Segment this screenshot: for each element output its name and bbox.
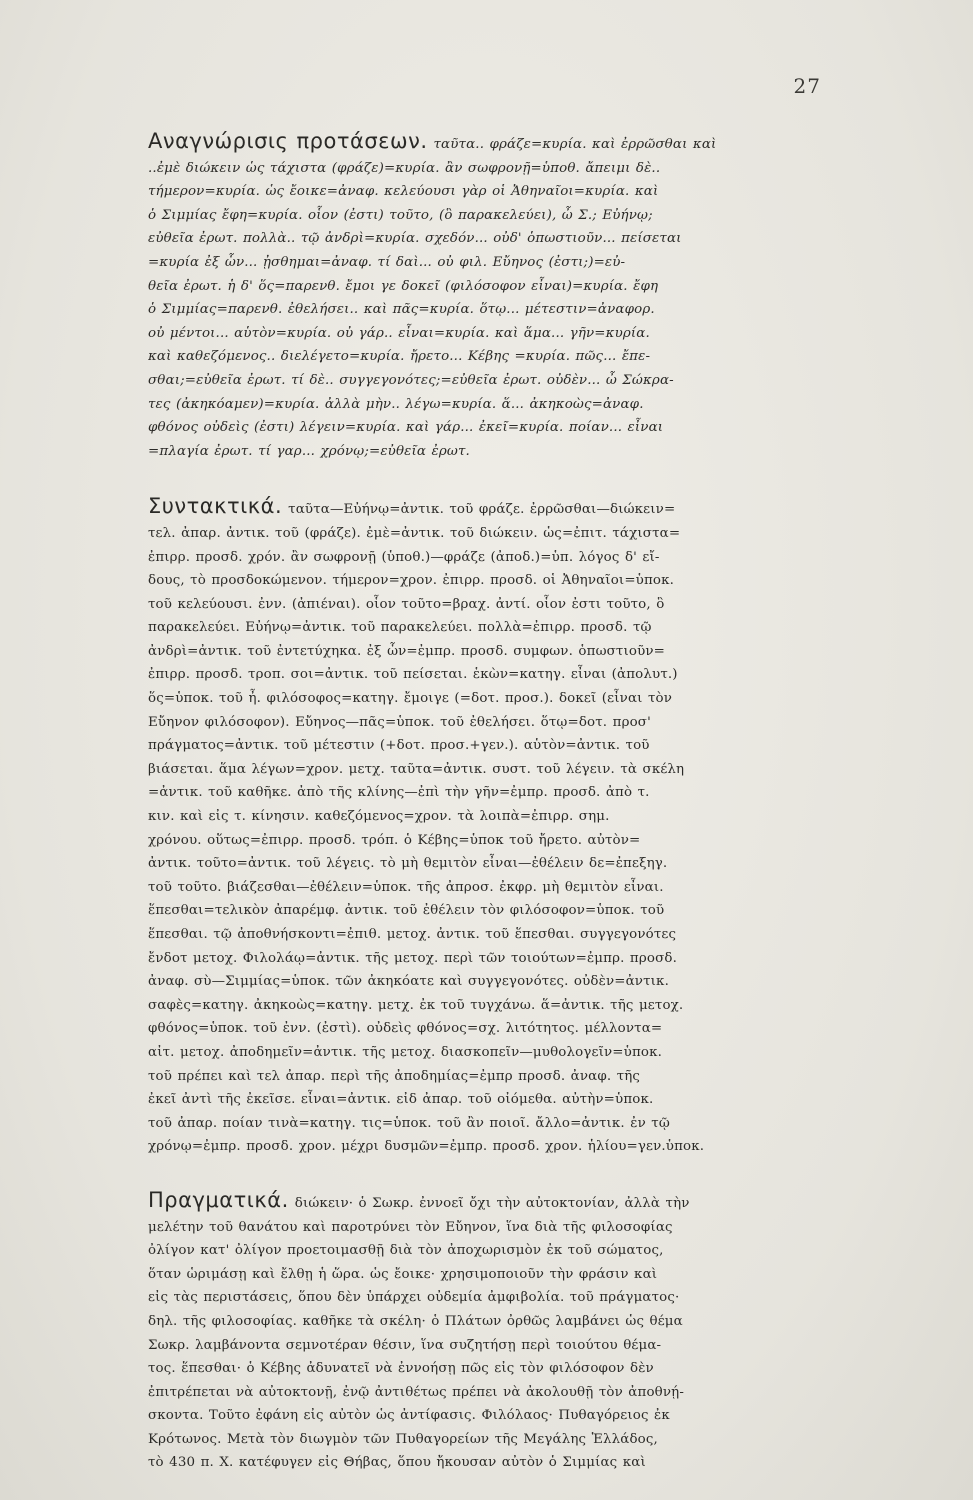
section-heading: Πραγματικά.: [148, 1188, 289, 1212]
text-line: τοῦ ἀπαρ. ποίαν τινὰ=κατηγ. τις=ὑποκ. τοῦ ἂν ποιοῖ. ἄλλο=ἀντικ. ἐν τῷ: [148, 1115, 670, 1131]
page-content: [148, 130, 852, 1475]
text-line: δηλ. τῆς φιλοσοφίας. καθῆκε τὰ σκέλη· ὁ Πλάτων ὀρθῶς λαμβάνει ὡς θέμα: [148, 1313, 683, 1329]
text-line: =πλαγία ἐρωτ. τί γαρ... χρόνῳ;=εὐθεῖα ἐρωτ.: [148, 443, 470, 459]
text-line: σθαι;=εὐθεῖα ἐρωτ. τί δὲ.. συγγεγονότες;=εὐθεῖα ἐρωτ. οὐδὲν... ὦ Σώκρα-: [148, 372, 674, 388]
text-line: ἐκεῖ ἀντὶ τῆς ἐκεῖσε. εἶναι=ἀντικ. εἰδ ἀπαρ. τοῦ οἰόμεθα. αὐτὴν=ὑποκ.: [148, 1092, 654, 1108]
text-line: ἐπιρρ. προσδ. τροπ. σοι=ἀντικ. τοῦ πείσεται. ἑκὼν=κατηγ. εἶναι (ἀπολυτ.): [148, 667, 678, 683]
text-line: ὁ Σιμμίας=παρενθ. ἐθελήσει.. καὶ πᾶς=κυρία. ὅτῳ... μέτεστιν=ἀναφορ.: [148, 302, 655, 318]
text-line: ἀντικ. τοῦτο=ἀντικ. τοῦ λέγεις. τὸ μὴ θεμιτὸν εἶναι—ἐθέλειν δε=ἐπεξηγ.: [148, 856, 668, 872]
text-line: τοῦ κελεύουσι. ἐνν. (ἀπιέναι). οἷον τοῦτο=βραχ. ἀντί. οἷον ἐστι τοῦτο, ὃ: [148, 596, 665, 612]
text-line: σκοντα. Τοῦτο ἐφάνη εἰς αὐτὸν ὡς ἀντίφασις. Φιλόλαος· Πυθαγόρειος ἐκ: [148, 1408, 670, 1424]
text-line: τες (ἀκηκόαμεν)=κυρία. ἀλλὰ μὴν.. λέγω=κυρία. ἅ... ἀκηκοὼς=ἀναφ.: [148, 396, 644, 412]
text-line: τοῦ τοῦτο. βιάζεσθαι—ἐθέλειν=ὑποκ. τῆς ἀπροσ. ἐκφρ. μὴ θεμιτὸν εἶναι.: [148, 879, 664, 895]
text-line: ἔνδοτ μετοχ. Φιλολάῳ=ἀντικ. τῆς μετοχ. περὶ τῶν τοιούτων=ἐμπρ. προσδ.: [148, 950, 678, 966]
text-line: πράγματος=ἀντικ. τοῦ μέτεστιν (+δοτ. προσ.+γεν.). αὑτὸν=ἀντικ. τοῦ: [148, 738, 650, 754]
text-line: ταῦτα—Εὐήνῳ=ἀντικ. τοῦ φράζε. ἐρρῶσθαι—διώκειν=: [288, 502, 676, 518]
text-line: Κρότωνος. Μετὰ τὸν διωγμὸν τῶν Πυθαγορείων τῆς Μεγάλης Ἑλλάδος,: [148, 1431, 658, 1447]
text-line: τος. ἕπεσθαι· ὁ Κέβης ἀδυνατεῖ νὰ ἐννοήσῃ πῶς εἰς τὸν φιλόσοφον δὲν: [148, 1361, 654, 1377]
text-line: εἰς τὰς περιστάσεις, ὅπου δὲν ὑπάρχει οὐδεμία ἀμφιβολία. τοῦ πράγματος·: [148, 1290, 680, 1306]
text-line: ἀναφ. σὺ—Σιμμίας=ὑποκ. τῶν ἀκηκόατε καὶ συγγεγονότες. οὐδὲν=ἀντικ.: [148, 974, 669, 990]
text-line: τοῦ πρέπει καὶ τελ ἀπαρ. περὶ τῆς ἀποδημίας=ἐμπρ προσδ. ἀναφ. τῆς: [148, 1068, 641, 1084]
text-line: ταῦτα.. φράζε=κυρία. καὶ ἐρρῶσθαι καὶ: [433, 137, 717, 152]
text-line: ὅταν ὡριμάσῃ καὶ ἔλθῃ ἡ ὥρα. ὡς ἔοικε· χρησιμοποιοῦν τὴν φράσιν καὶ: [148, 1266, 658, 1282]
text-line: βιάσεται. ἅμα λέγων=χρον. μετχ. ταῦτα=ἀντικ. συστ. τοῦ λέγειν. τὰ σκέλη: [148, 761, 685, 777]
text-line: χρόνῳ=ἐμπρ. προσδ. χρον. μέχρι δυσμῶν=ἐμπρ. προσδ. χρον. ἡλίου=γεν.ὑποκ.: [148, 1139, 705, 1155]
text-line: τήμερον=κυρία. ὡς ἔοικε=ἀναφ. κελεύουσι γὰρ οἱ Ἀθηναῖοι=κυρία. καὶ: [148, 184, 659, 200]
text-line: μελέτην τοῦ θανάτου καὶ παροτρύνει τὸν Εὔηνον, ἵνα διὰ τῆς φιλοσοφίας: [148, 1219, 673, 1235]
text-line: παρακελεύει. Εὐήνῳ=ἀντικ. τοῦ παρακελεύει. πολλὰ=ἐπιρρ. προσδ. τῷ: [148, 620, 652, 636]
text-line: ὁ Σιμμίας ἔφη=κυρία. οἷον (ἐστι) τοῦτο, (ὃ παρακελεύει), ὦ Σ.; Εὐήνῳ;: [148, 207, 653, 223]
section-first-line: [148, 1189, 852, 1216]
text-line: δους, τὸ προσδοκώμενον. τήμερον=χρον. ἐπιρρ. προσδ. οἱ Ἀθηναῖοι=ὑποκ.: [148, 573, 675, 589]
section-first-line: [148, 130, 852, 157]
text-line: φθόνος οὐδεὶς (ἐστι) λέγειν=κυρία. καὶ γάρ... ἐκεῖ=κυρία. ποίαν... εἶναι: [148, 420, 664, 436]
text-line: οὐ μέντοι... αὑτὸν=κυρία. οὐ γάρ.. εἶναι=κυρία. καὶ ἅμα... γῆν=κυρία.: [148, 325, 650, 341]
text-line: ἕπεσθαι=τελικὸν ἀπαρέμφ. ἀντικ. τοῦ ἐθέλειν τὸν φιλόσοφον=ὑποκ. τοῦ: [148, 903, 665, 919]
page-number: 27: [793, 74, 821, 98]
text-line: κιν. καὶ εἰς τ. κίνησιν. καθεζόμενος=χρον. τὰ λοιπὰ=ἐπιρρ. σημ.: [148, 809, 610, 825]
text-line: θεῖα ἐρωτ. ἡ δ' ὅς=παρενθ. ἔμοι γε δοκεῖ (φιλόσοφον εἶναι)=κυρία. ἔφη: [148, 278, 659, 294]
section-syntactical: [148, 495, 852, 1159]
section-factual: [148, 1189, 852, 1475]
text-line: =κυρία ἐξ ὧν... ᾐσθημαι=ἀναφ. τί δαὶ... οὐ φιλ. Εὔηνος (ἐστι;)=εὐ-: [148, 254, 626, 270]
text-line: ὀλίγον κατ' ὀλίγον προετοιμασθῇ διὰ τὸν ἀποχωρισμὸν ἐκ τοῦ σώματος,: [148, 1243, 664, 1259]
text-line: χρόνου. οὕτως=ἐπιρρ. προσδ. τρόπ. ὁ Κέβης=ὑποκ τοῦ ἤρετο. αὐτὸν=: [148, 832, 641, 848]
text-line: Εὔηνον φιλόσοφον). Εὔηνος—πᾶς=ὑποκ. τοῦ ἐθελήσει. ὅτῳ=δοτ. προσ': [148, 714, 651, 730]
text-line: σαφὲς=κατηγ. ἀκηκοὼς=κατηγ. μετχ. ἐκ τοῦ τυγχάνω. ἅ=ἀντικ. τῆς μετοχ.: [148, 997, 684, 1013]
section-first-line: [148, 495, 852, 522]
text-line: ..ἐμὲ διώκειν ὡς τάχιστα (φράζε)=κυρία. ἂν σωφρονῇ=ὑποθ. ἄπειμι δὲ..: [148, 160, 661, 176]
text-line: Σωκρ. λαμβάνοντα σεμνοτέραν θέσιν, ἵνα συζητήσῃ περὶ τοιούτου θέμα-: [148, 1337, 662, 1353]
text-line: τελ. ἀπαρ. ἀντικ. τοῦ (φράζε). ἐμὲ=ἀντικ. τοῦ διώκειν. ὡς=ἐπιτ. τάχιστα=: [148, 525, 681, 541]
text-line: καὶ καθεζόμενος.. διελέγετο=κυρία. ἤρετο... Κέβης =κυρία. πῶς... ἔπε-: [148, 349, 651, 365]
text-line: ἐπιτρέπεται νὰ αὐτοκτονῇ, ἐνῷ ἀντιθέτως πρέπει νὰ ἀκολουθῇ τὸν ἀποθνῄ-: [148, 1384, 685, 1400]
text-line: εὐθεῖα ἐρωτ. πολλὰ.. τῷ ἀνδρὶ=κυρία. σχεδόν... οὐδ' ὁπωστιοῦν... πείσεται: [148, 231, 682, 247]
text-line: διώκειν· ὁ Σωκρ. ἐννοεῖ ὄχι τὴν αὐτοκτονίαν, ἀλλὰ τὴν: [294, 1195, 690, 1211]
text-line: τὸ 430 π. Χ. κατέφυγεν εἰς Θήβας, ὅπου ἤκουσαν αὐτὸν ὁ Σιμμίας καὶ: [148, 1455, 646, 1471]
section-heading: Αναγνώρισις προτάσεων.: [148, 130, 428, 153]
text-line: ὅς=ὑποκ. τοῦ ἦ. φιλόσοφος=κατηγ. ἔμοιγε (=δοτ. προσ.). δοκεῖ (εἶναι τὸν: [148, 691, 673, 707]
section-recognition-of-clauses: [148, 130, 852, 463]
text-line: φθόνος=ὑποκ. τοῦ ἐνν. (ἐστὶ). οὐδεὶς φθόνος=σχ. λιτότητος. μέλλοντα=: [148, 1021, 663, 1037]
text-line: ἐπιρρ. προσδ. χρόν. ἂν σωφρονῇ (ὑποθ.)—φράζε (ἀποδ.)=ὑπ. λόγος δ' εἴ-: [148, 549, 660, 565]
text-line: ἕπεσθαι. τῷ ἀποθνήσκοντι=ἐπιθ. μετοχ. ἀντικ. τοῦ ἕπεσθαι. συγγεγονότες: [148, 927, 677, 942]
text-line: =ἀντικ. τοῦ καθῆκε. ἀπὸ τῆς κλίνης—ἐπὶ τὴν γῆν=ἐμπρ. προσδ. ἀπὸ τ.: [148, 785, 650, 801]
text-line: ἀνδρὶ=ἀντικ. τοῦ ἐντετύχηκα. ἐξ ὧν=ἐμπρ. προσδ. συμφων. ὁπωστιοῦν=: [148, 643, 666, 659]
section-heading: Συντακτικά.: [148, 495, 283, 519]
text-line: αἰτ. μετοχ. ἀποδημεῖν=ἀντικ. τῆς μετοχ. διασκοπεῖν—μυθολογεῖν=ὑποκ.: [148, 1044, 663, 1060]
